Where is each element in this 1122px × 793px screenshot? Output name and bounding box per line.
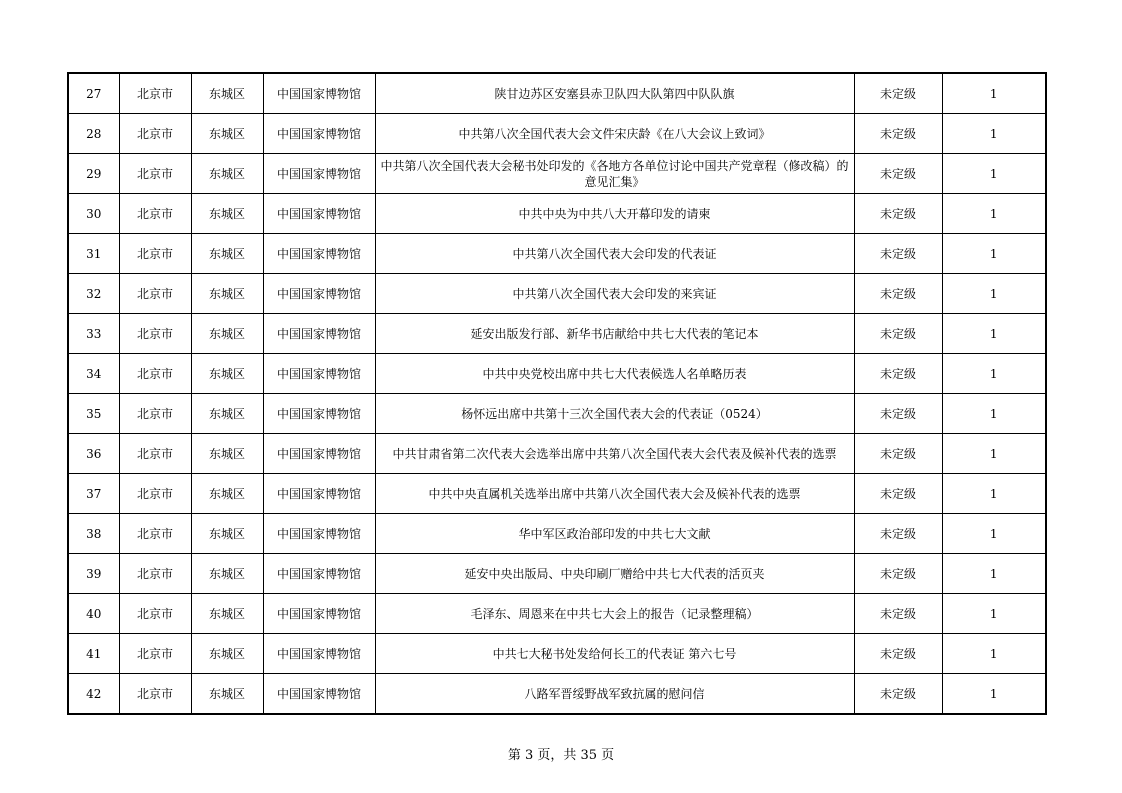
cell-museum: 中国国家博物馆 (263, 554, 375, 594)
cell-grade: 未定级 (854, 234, 942, 274)
cell-city: 北京市 (119, 594, 191, 634)
table-row (68, 634, 1046, 674)
cell-city: 北京市 (119, 554, 191, 594)
table-row (68, 394, 1046, 434)
cell-number: 38 (68, 514, 119, 554)
cell-museum: 中国国家博物馆 (263, 594, 375, 634)
cell-city: 北京市 (119, 73, 191, 114)
cell-relic-name: 陕甘边苏区安塞县赤卫队四大队第四中队队旗 (375, 73, 854, 114)
table-row (68, 314, 1046, 354)
cell-museum: 中国国家博物馆 (263, 194, 375, 234)
cell-quantity: 1 (942, 634, 1046, 674)
cell-district: 东城区 (191, 474, 263, 514)
cell-relic-name: 中共第八次全国代表大会印发的来宾证 (375, 274, 854, 314)
page-number: 第 3 页，共 35 页 (507, 748, 615, 763)
cell-quantity: 1 (942, 274, 1046, 314)
cell-quantity: 1 (942, 554, 1046, 594)
cell-quantity: 1 (942, 73, 1046, 114)
cell-museum: 中国国家博物馆 (263, 634, 375, 674)
cell-relic-name: 八路军晋绥野战军致抗属的慰问信 (375, 674, 854, 715)
cell-city: 北京市 (119, 434, 191, 474)
relic-table (67, 72, 1047, 715)
cell-museum: 中国国家博物馆 (263, 274, 375, 314)
table-row (68, 594, 1046, 634)
cell-grade: 未定级 (854, 514, 942, 554)
cell-quantity: 1 (942, 234, 1046, 274)
cell-quantity: 1 (942, 674, 1046, 715)
table-row (68, 114, 1046, 154)
cell-number: 35 (68, 394, 119, 434)
cell-grade: 未定级 (854, 554, 942, 594)
cell-quantity: 1 (942, 394, 1046, 434)
cell-museum: 中国国家博物馆 (263, 514, 375, 554)
cell-district: 东城区 (191, 554, 263, 594)
cell-number: 28 (68, 114, 119, 154)
cell-city: 北京市 (119, 274, 191, 314)
cell-number: 37 (68, 474, 119, 514)
cell-district: 东城区 (191, 434, 263, 474)
cell-quantity: 1 (942, 434, 1046, 474)
cell-city: 北京市 (119, 394, 191, 434)
cell-museum: 中国国家博物馆 (263, 73, 375, 114)
cell-museum: 中国国家博物馆 (263, 394, 375, 434)
cell-relic-name: 中共第八次全国代表大会文件宋庆龄《在八大会议上致词》 (375, 114, 854, 154)
cell-grade: 未定级 (854, 634, 942, 674)
cell-quantity: 1 (942, 594, 1046, 634)
cell-district: 东城区 (191, 114, 263, 154)
cell-museum: 中国国家博物馆 (263, 354, 375, 394)
cell-grade: 未定级 (854, 394, 942, 434)
cell-museum: 中国国家博物馆 (263, 154, 375, 194)
cell-number: 42 (68, 674, 119, 715)
cell-museum: 中国国家博物馆 (263, 114, 375, 154)
cell-city: 北京市 (119, 314, 191, 354)
table-row (68, 514, 1046, 554)
cell-city: 北京市 (119, 474, 191, 514)
cell-museum: 中国国家博物馆 (263, 474, 375, 514)
table-row (68, 194, 1046, 234)
cell-number: 34 (68, 354, 119, 394)
cell-quantity: 1 (942, 114, 1046, 154)
table-row (68, 354, 1046, 394)
cell-quantity: 1 (942, 514, 1046, 554)
cell-relic-name: 中共第八次全国代表大会秘书处印发的《各地方各单位讨论中国共产党章程（修改稿）的意见汇集》 (375, 154, 854, 194)
cell-number: 30 (68, 194, 119, 234)
cell-district: 东城区 (191, 674, 263, 715)
cell-number: 27 (68, 73, 119, 114)
cell-museum: 中国国家博物馆 (263, 674, 375, 715)
cell-number: 41 (68, 634, 119, 674)
cell-relic-name: 延安中央出版局、中央印刷厂赠给中共七大代表的活页夹 (375, 554, 854, 594)
table-row (68, 434, 1046, 474)
cell-district: 东城区 (191, 314, 263, 354)
cell-city: 北京市 (119, 154, 191, 194)
cell-relic-name: 中共甘肃省第二次代表大会选举出席中共第八次全国代表大会代表及候补代表的选票 (375, 434, 854, 474)
cell-grade: 未定级 (854, 114, 942, 154)
cell-grade: 未定级 (854, 434, 942, 474)
cell-number: 40 (68, 594, 119, 634)
cell-district: 东城区 (191, 73, 263, 114)
cell-city: 北京市 (119, 234, 191, 274)
cell-grade: 未定级 (854, 274, 942, 314)
cell-relic-name: 中共中央直属机关选举出席中共第八次全国代表大会及候补代表的选票 (375, 474, 854, 514)
cell-quantity: 1 (942, 314, 1046, 354)
cell-grade: 未定级 (854, 354, 942, 394)
table-row (68, 474, 1046, 514)
cell-museum: 中国国家博物馆 (263, 234, 375, 274)
cell-district: 东城区 (191, 514, 263, 554)
cell-grade: 未定级 (854, 674, 942, 715)
cell-grade: 未定级 (854, 194, 942, 234)
cell-number: 36 (68, 434, 119, 474)
cell-district: 东城区 (191, 394, 263, 434)
cell-city: 北京市 (119, 514, 191, 554)
cell-quantity: 1 (942, 154, 1046, 194)
cell-city: 北京市 (119, 194, 191, 234)
cell-relic-name: 中共第八次全国代表大会印发的代表证 (375, 234, 854, 274)
cell-district: 东城区 (191, 274, 263, 314)
cell-city: 北京市 (119, 114, 191, 154)
cell-relic-name: 中共中央为中共八大开幕印发的请柬 (375, 194, 854, 234)
cell-district: 东城区 (191, 154, 263, 194)
cell-grade: 未定级 (854, 73, 942, 114)
cell-district: 东城区 (191, 634, 263, 674)
cell-district: 东城区 (191, 594, 263, 634)
cell-city: 北京市 (119, 354, 191, 394)
cell-grade: 未定级 (854, 594, 942, 634)
cell-relic-name: 华中军区政治部印发的中共七大文献 (375, 514, 854, 554)
table-row (68, 154, 1046, 194)
cell-city: 北京市 (119, 674, 191, 715)
table-body (68, 73, 1046, 714)
table-row (68, 73, 1046, 114)
cell-relic-name: 杨怀远出席中共第十三次全国代表大会的代表证（0524） (375, 394, 854, 434)
cell-number: 39 (68, 554, 119, 594)
table-row (68, 554, 1046, 594)
cell-district: 东城区 (191, 354, 263, 394)
cell-number: 33 (68, 314, 119, 354)
cell-city: 北京市 (119, 634, 191, 674)
cell-grade: 未定级 (854, 314, 942, 354)
cell-district: 东城区 (191, 194, 263, 234)
cell-quantity: 1 (942, 474, 1046, 514)
cell-relic-name: 毛泽东、周恩来在中共七大会上的报告（记录整理稿） (375, 594, 854, 634)
cell-number: 31 (68, 234, 119, 274)
cell-relic-name: 中共七大秘书处发给何长工的代表证 第六七号 (375, 634, 854, 674)
cell-quantity: 1 (942, 194, 1046, 234)
cell-district: 东城区 (191, 234, 263, 274)
cell-relic-name: 延安出版发行部、新华书店献给中共七大代表的笔记本 (375, 314, 854, 354)
cell-grade: 未定级 (854, 154, 942, 194)
cell-number: 29 (68, 154, 119, 194)
cell-relic-name: 中共中央党校出席中共七大代表候选人名单略历表 (375, 354, 854, 394)
cell-grade: 未定级 (854, 474, 942, 514)
cell-number: 32 (68, 274, 119, 314)
cell-quantity: 1 (942, 354, 1046, 394)
cell-museum: 中国国家博物馆 (263, 314, 375, 354)
table-row (68, 274, 1046, 314)
table-row (68, 674, 1046, 715)
cell-museum: 中国国家博物馆 (263, 434, 375, 474)
table-row (68, 234, 1046, 274)
